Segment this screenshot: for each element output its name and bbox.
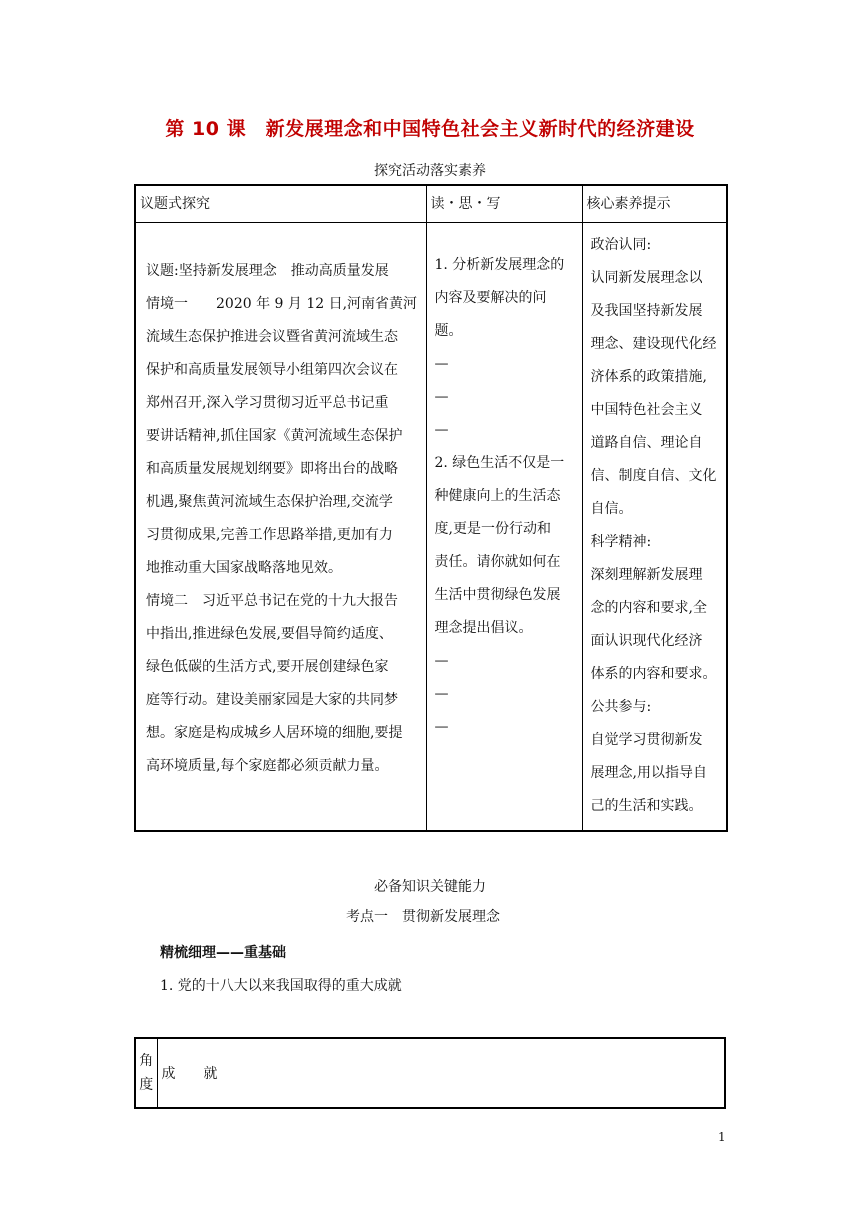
text-line: 理念、建设现代化经 — [590, 336, 717, 352]
text-line: 政治认同: — [590, 237, 652, 253]
question-line: 种健康向上的生活态 — [434, 488, 561, 504]
text-line: 想。家庭是构成城乡人居环境的细胞,要提 — [146, 725, 403, 741]
text-line: 高环境质量,每个家庭都必须贡献力量。 — [146, 758, 389, 774]
text-line: 中国特色社会主义 — [590, 402, 703, 418]
inquiry-table — [134, 184, 728, 832]
text-line: 公共参与: — [590, 699, 652, 715]
exam-point-label: 考点一 — [346, 909, 388, 925]
exam-point-heading — [0, 906, 860, 926]
section-heading: 必备知识关键能力 — [374, 879, 486, 895]
header-cell: 议题式探究 — [135, 185, 426, 223]
text-line: 体系的内容和要求。 — [590, 666, 717, 682]
page-number: 1 — [718, 1130, 726, 1144]
table-body-row — [135, 223, 727, 832]
header-cell: 读・思・写 — [426, 185, 582, 223]
core-literacy-column — [582, 223, 727, 832]
achievement-header-cell: 成就 — [157, 1038, 725, 1108]
inquiry-column — [135, 223, 426, 832]
read-think-write-column — [426, 223, 582, 832]
subsection-heading: 精梳细理——重基础 — [160, 945, 286, 961]
text-line: 地推动重大国家战略落地见效。 — [146, 560, 342, 576]
text-line: 保护和高质量发展领导小组第四次会议在 — [146, 362, 398, 378]
text-line: 郑州召开,深入学习贯彻习近平总书记重 — [146, 395, 389, 411]
text-line: 绿色低碳的生活方式,要开展创建绿色家 — [146, 659, 389, 675]
exam-point-text: 贯彻新发展理念 — [402, 909, 500, 925]
text-line: 议题:坚持新发展理念 推动高质量发展 — [146, 263, 389, 279]
question-line: 责任。请你就如何在 — [434, 554, 561, 570]
text-line: 中指出,推进绿色发展,要倡导简约适度、 — [146, 626, 393, 642]
question-line: 内容及要解决的问 — [434, 290, 547, 306]
question-line: 1. 分析新发展理念的 — [434, 257, 565, 273]
text-line: 深刻理解新发展理 — [590, 567, 703, 583]
text-line: 情境二 习近平总书记在党的十九大报告 — [146, 593, 398, 609]
text-line: 自觉学习贯彻新发 — [590, 732, 703, 748]
question-line: 题。 — [434, 323, 463, 339]
question-line: 生活中贯彻绿色发展 — [434, 587, 561, 603]
answer-blank: — — [434, 422, 449, 438]
header-cell: 核心素养提示 — [582, 185, 727, 223]
achievement-table — [134, 1037, 726, 1109]
angle-header-cell: 角 度 — [135, 1038, 157, 1108]
text-line: 情境一 2020 年 9 月 12 日,河南省黄河 — [146, 296, 418, 312]
text-line: 庭等行动。建设美丽家园是大家的共同梦 — [146, 692, 398, 708]
text-line: 要讲话精神,抓住国家《黄河流域生态保护 — [146, 428, 403, 444]
text-line: 济体系的政策措施, — [590, 369, 707, 385]
text-line: 信、制度自信、文化 — [590, 468, 717, 484]
table-row — [135, 1038, 725, 1108]
list-item: 1. 党的十八大以来我国取得的重大成就 — [160, 978, 402, 994]
section-subtitle: 探究活动落实素养 — [374, 163, 486, 179]
text-line: 自信。 — [590, 501, 633, 517]
question-line: 度,更是一份行动和 — [434, 521, 551, 537]
text-line: 己的生活和实践。 — [590, 798, 703, 814]
text-line: 科学精神: — [590, 534, 652, 550]
question-line: 理念提出倡议。 — [434, 620, 533, 636]
question-line: 2. 绿色生活不仅是一 — [434, 455, 565, 471]
answer-blank: — — [434, 719, 449, 735]
answer-blank: — — [434, 686, 449, 702]
answer-blank: — — [434, 653, 449, 669]
table-header-row — [135, 185, 727, 223]
answer-blank: — — [434, 356, 449, 372]
text-line: 及我国坚持新发展 — [590, 303, 703, 319]
lesson-title: 第 10 课 新发展理念和中国特色社会主义新时代的经济建设 — [165, 118, 695, 140]
text-line: 机遇,聚焦黄河流域生态保护治理,交流学 — [146, 494, 393, 510]
text-line: 念的内容和要求,全 — [590, 600, 707, 616]
answer-blank: — — [434, 389, 449, 405]
text-line: 道路自信、理论自 — [590, 435, 703, 451]
text-line: 流域生态保护推进会议暨省黄河流域生态 — [146, 329, 398, 345]
text-line: 习贯彻成果,完善工作思路举措,更加有力 — [146, 527, 393, 543]
text-line: 展理念,用以指导自 — [590, 765, 707, 781]
text-line: 认同新发展理念以 — [590, 270, 703, 286]
text-line: 和高质量发展规划纲要》即将出台的战略 — [146, 461, 398, 477]
text-line: 面认识现代化经济 — [590, 633, 703, 649]
